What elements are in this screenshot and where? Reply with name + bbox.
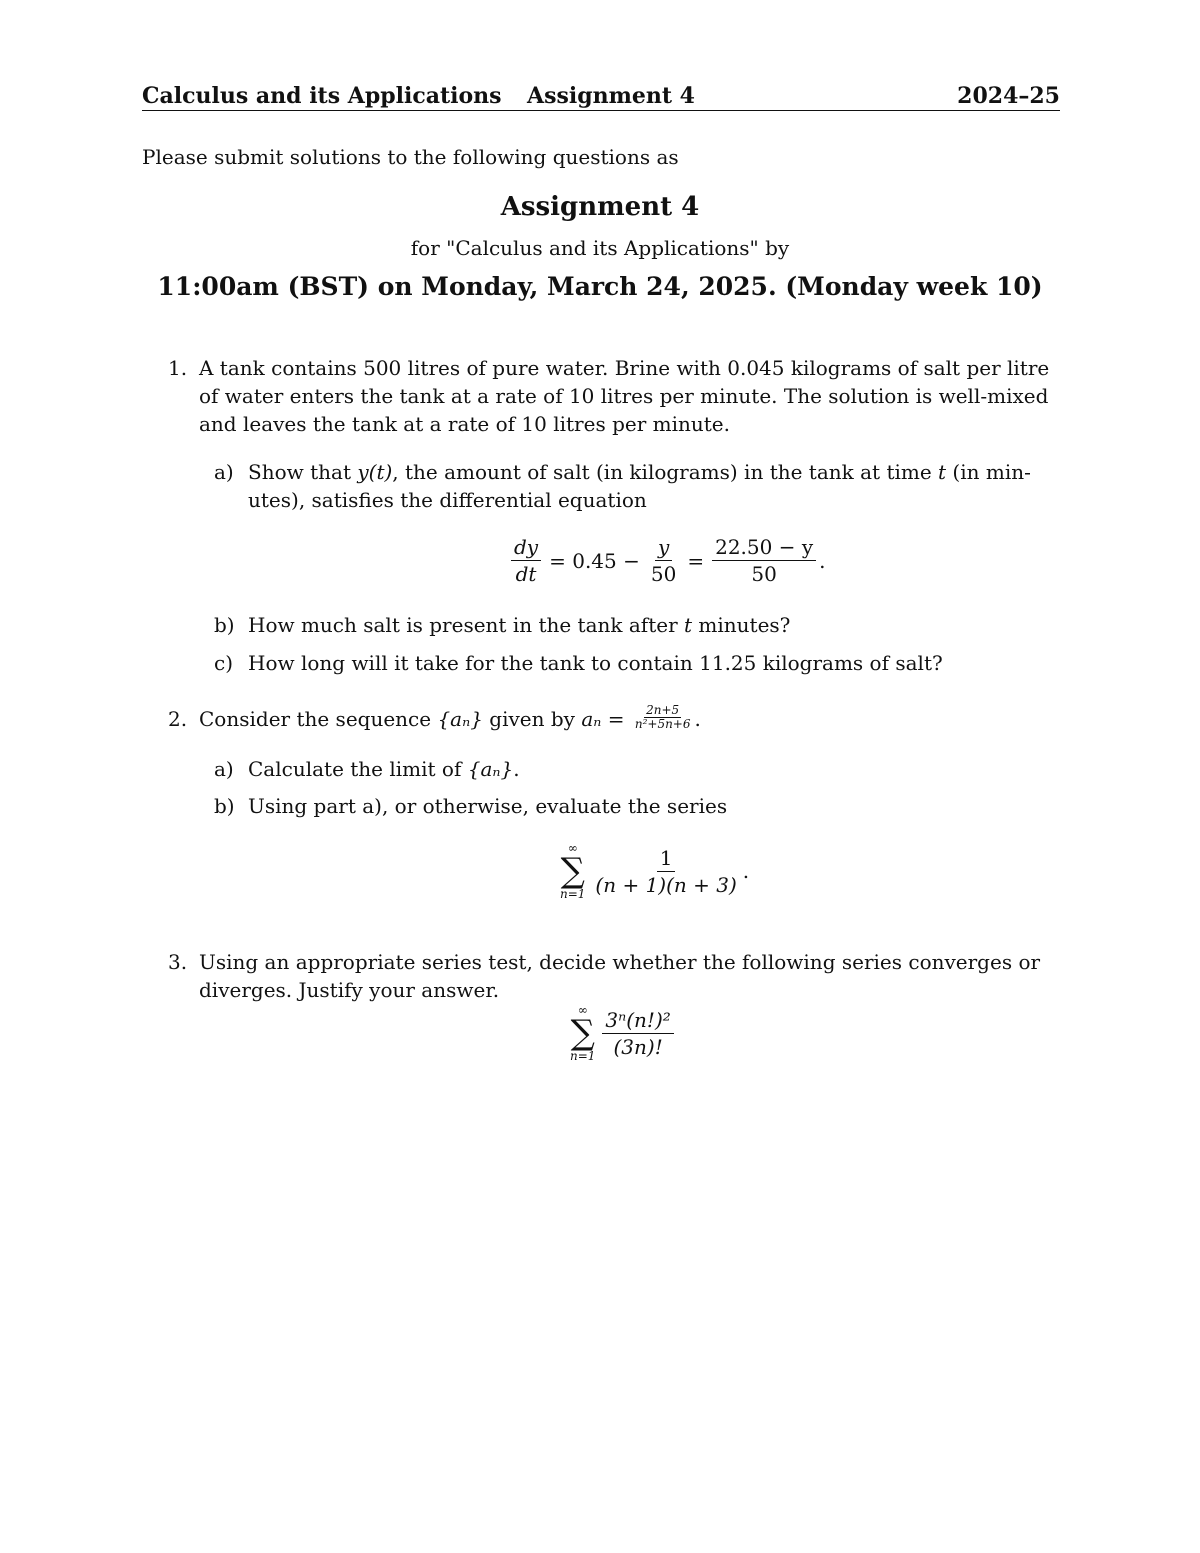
q2b-text: Using part a), or otherwise, evaluate the series — [248, 794, 728, 818]
summation-sign: ∞ ∑ n=1 — [570, 1003, 596, 1063]
q1-line: and leaves the tank at a rate of 10 litres per minute. — [199, 412, 730, 436]
q1-text — [199, 354, 1049, 438]
fraction-y-over-50: $\frac{y}{50}$ — [650, 535, 677, 586]
q2-number: 2. — [168, 707, 188, 731]
q1a-text: Show that y(t), the amount of salt (in kilograms) in the tank at time t (in min- utes), satisfies the differential equation — [248, 460, 1031, 512]
q3-text: Using an appropriate series test, decide whether the following series converges or diverges. Justify your answer. — [199, 950, 1041, 1002]
fraction-2250-minus-y: $\frac{22.50 - y}{50}$ — [712, 536, 816, 585]
header-year: 2024–25 — [957, 83, 1060, 109]
q1a-label: a) — [214, 460, 234, 484]
q2a-label: a) — [214, 757, 234, 781]
q3-number: 3. — [168, 950, 188, 974]
intro-text: Please submit solutions to the following questions as — [142, 145, 679, 169]
q1b-text: How much salt is present in the tank after t minutes? — [248, 613, 791, 637]
summation-sign: ∞ ∑ n=1 — [560, 841, 586, 901]
q1-number: 1. — [168, 356, 188, 380]
header-assignment: Assignment 4 — [527, 83, 695, 109]
fraction-dy-dt: $\frac{dy}{dt}$ — [511, 536, 541, 585]
q1-differential-equation: $\frac{dy}{dt}$ = 0.45 − $\frac{y}{50}$ = $\frac{22.50 - y}{50}$ . — [508, 536, 825, 585]
series-term: $\frac{\text{3ⁿ(n!)²}}{(3n)!}$ — [602, 1009, 673, 1058]
math-y-of-t: y(t) — [357, 460, 393, 484]
q3-series — [570, 1004, 677, 1062]
q1c-text: How long will it take for the tank to contain 11.25 kilograms of salt? — [248, 651, 943, 675]
q1-line: A tank contains 500 litres of pure water. Brine with 0.045 kilograms of salt per litre — [199, 356, 1050, 380]
page-header — [142, 80, 1060, 111]
q2-series: ∞ ∑ n=1 $\frac{1}{(n + 1)(n + 3)}$ . — [560, 841, 750, 901]
q2-text: Consider the sequence {aₙ} given by aₙ = $\frac{2n+5}{\text{n²+5n+6}}$ . — [199, 702, 701, 731]
q1-line: of water enters the tank at a rate of 10 litres per minute. The solution is well-mixed — [199, 384, 1049, 408]
fraction-an: $\frac{2n+5}{\text{n²+5n+6}}$ — [634, 702, 691, 731]
header-course: Calculus and its Applications — [142, 83, 502, 109]
assignment-for-line: for "Calculus and its Applications" by — [410, 236, 790, 260]
q2b-label: b) — [214, 794, 235, 818]
q1b-label: b) — [214, 613, 235, 637]
q2a-text: Calculate the limit of {aₙ}. — [248, 757, 520, 781]
assignment-title: Assignment 4 — [500, 192, 700, 222]
due-date: 11:00am (BST) on Monday, March 24, 2025. (Monday week 10) — [157, 272, 1043, 301]
series-term: $\frac{1}{(n + 1)(n + 3)}$ — [595, 845, 737, 897]
q1c-label: c) — [214, 651, 234, 675]
